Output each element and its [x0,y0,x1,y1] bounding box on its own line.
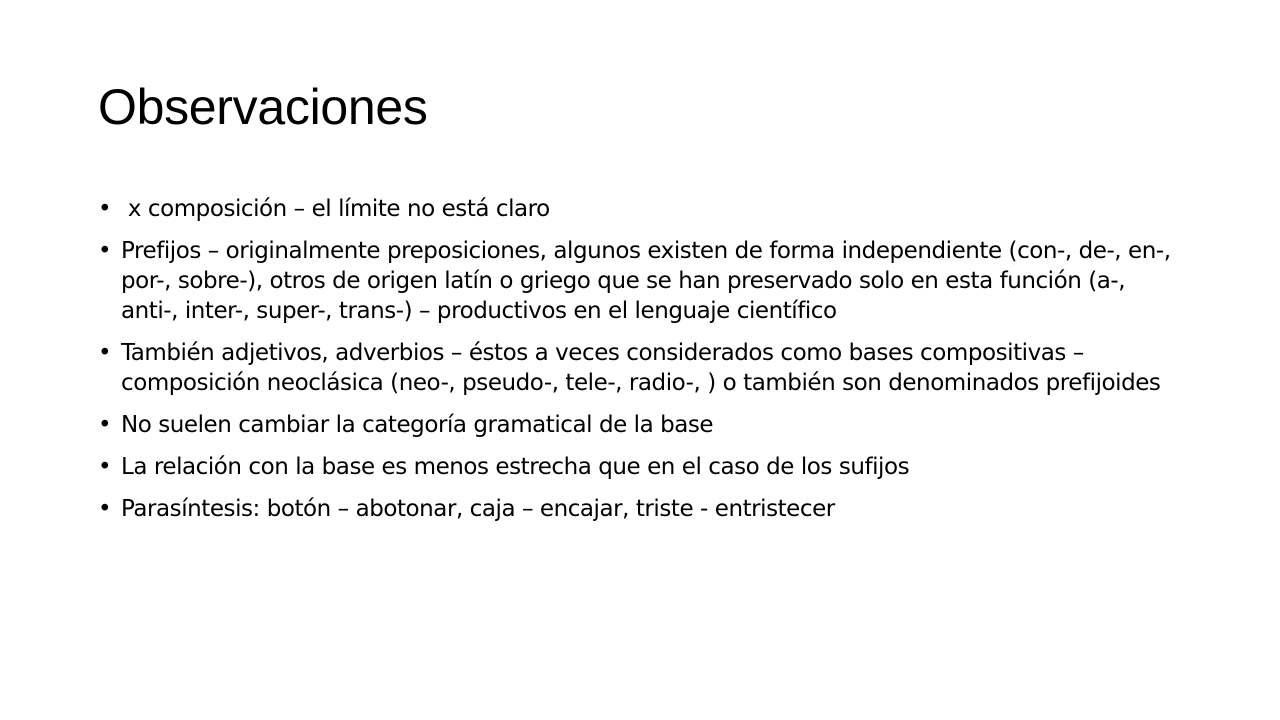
bullet-marker: • [98,196,112,222]
bullet-marker: • [98,496,112,522]
bullet-text: No suelen cambiar la categoría gramatical de la base [121,412,714,438]
bullet-item [98,410,1188,440]
bullet-text: x composición – el límite no está claro [121,196,550,222]
bullet-text: Parasíntesis: botón – abotonar, caja – encajar, triste - entristecer [121,496,835,522]
bullet-marker: • [98,412,112,438]
bullet-marker: • [98,340,112,366]
bullet-item [98,236,1188,326]
bullet-text: También adjetivos, adverbios – éstos a veces considerados como bases compositivas – composición neoclásica (neo-, pseudo-, tele-, radio-, ) o también son denominados prefijoides [121,340,1161,396]
slide-title: Observaciones [98,79,428,135]
bullet-item [98,494,1188,524]
bullet-list [98,194,1188,536]
bullet-item [98,338,1188,398]
bullet-marker: • [98,238,112,264]
bullet-text: La relación con la base es menos estrecha que en el caso de los sufijos [121,454,910,480]
bullet-item [98,194,1188,224]
bullet-text: Prefijos – originalmente preposiciones, algunos existen de forma independiente (con-, de-, en-, por-, sobre-), otros de origen latín o griego que se han preservado solo en esta función (a-, anti-, inter-, super-, trans-) – productivos en el lenguaje científico [121,238,1171,324]
bullet-item [98,452,1188,482]
bullet-marker: • [98,454,112,480]
